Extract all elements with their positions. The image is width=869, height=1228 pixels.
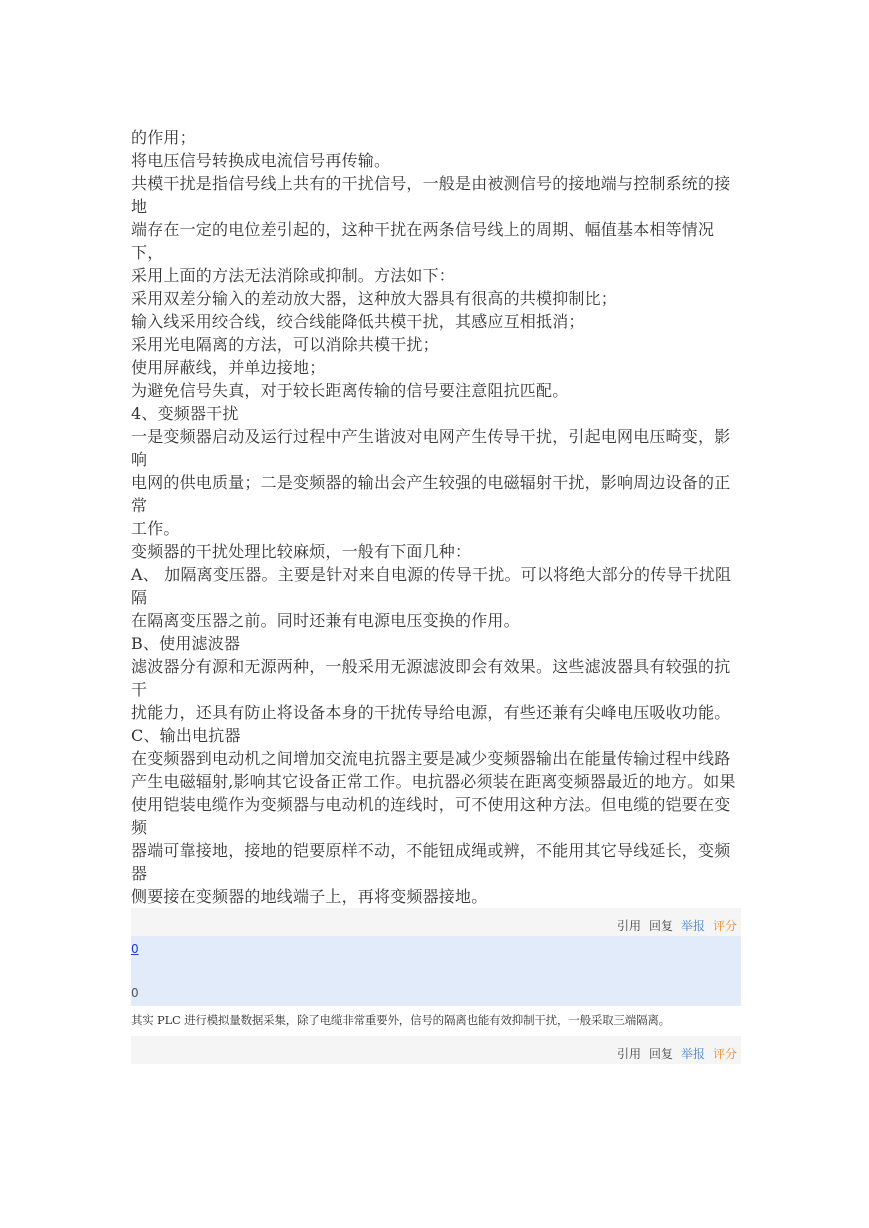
article-line: 在变频器到电动机之间增加交流电抗器主要是减少变频器输出在能量传输过程中线路 xyxy=(131,749,731,768)
article-line: 采用双差分输入的差动放大器，这种放大器具有很高的共模抑制比； xyxy=(131,289,618,308)
reply-button[interactable]: 回复 xyxy=(648,1047,673,1061)
article-line: 采用上面的方法无法消除或抑制。方法如下： xyxy=(131,266,456,285)
article-line: 工作。 xyxy=(131,519,180,538)
article-line: 滤波器分有源和无源两种，一般采用无源滤波即会有效果。这些滤波器具有较强的抗干 xyxy=(131,657,731,699)
quote-button[interactable]: 引用 xyxy=(616,1047,641,1061)
section-heading: 4、变频器干扰 xyxy=(131,404,239,423)
article-line: 将电压信号转换成电流信号再传输。 xyxy=(131,151,391,170)
post-actions-bar xyxy=(131,908,741,936)
quote-button[interactable]: 引用 xyxy=(616,919,641,933)
reply-post-header xyxy=(131,936,741,1006)
article-line: 端存在一定的电位差引起的，这种干扰在两条信号线上的周期、幅值基本相等情况下， xyxy=(131,220,715,262)
section-heading: C、输出电抗器 xyxy=(131,726,241,745)
article-line: 的作用； xyxy=(131,128,196,147)
article-line: 侧要接在变频器的地线端子上，再将变频器接地。 xyxy=(131,887,488,906)
article-line: 使用屏蔽线，并单边接地； xyxy=(131,358,326,377)
report-button[interactable]: 举报 xyxy=(680,1047,705,1061)
article-line: 变频器的干扰处理比较麻烦，一般有下面几种： xyxy=(131,542,472,561)
rate-button[interactable]: 评分 xyxy=(712,919,737,933)
article-line: 产生电磁辐射,影响其它设备正常工作。电抗器必须装在距离变频器最近的地方。如果 xyxy=(131,772,736,791)
post-content xyxy=(131,126,741,1064)
report-button[interactable]: 举报 xyxy=(680,919,705,933)
article-line: A、 加隔离变压器。主要是针对来自电源的传导干扰。可以将绝大部分的传导干扰阻隔 xyxy=(131,565,732,607)
article-line: 采用光电隔离的方法，可以消除共模干扰； xyxy=(131,335,439,354)
post-count: 0 xyxy=(131,986,139,1000)
post-actions-bar xyxy=(131,1036,741,1064)
article-line: 使用铠装电缆作为变频器与电动机的连线时，可不使用这种方法。但电缆的铠要在变频 xyxy=(131,795,731,837)
article-line: 扰能力，还具有防止将设备本身的干扰传导给电源，有些还兼有尖峰电压吸收功能。 xyxy=(131,703,731,722)
article-line: 共模干扰是指信号线上共有的干扰信号，一般是由被测信号的接地端与控制系统的接地 xyxy=(131,174,731,216)
article-body xyxy=(131,126,741,908)
article-line: 一是变频器启动及运行过程中产生谐波对电网产生传导干扰，引起电网电压畸变，影响 xyxy=(131,427,731,469)
reply-post-text: 其实 PLC 进行模拟量数据采集，除了电缆非常重要外，信号的隔离也能有效抑制干扰，一般采取三端隔离。 xyxy=(131,1013,670,1027)
article-line: 为避免信号失真，对于较长距离传输的信号要注意阻抗匹配。 xyxy=(131,381,569,400)
article-line: 输入线采用绞合线，绞合线能降低共模干扰，其感应互相抵消； xyxy=(131,312,585,331)
section-heading: B、使用滤波器 xyxy=(131,634,241,653)
rate-button[interactable]: 评分 xyxy=(712,1047,737,1061)
article-line: 器端可靠接地，接地的铠要原样不动，不能钮成绳或辨，不能用其它导线延长，变频器 xyxy=(131,841,731,883)
article-line: 在隔离变压器之前。同时还兼有电源电压变换的作用。 xyxy=(131,611,520,630)
article-line: 电网的供电质量；二是变频器的输出会产生较强的电磁辐射干扰，影响周边设备的正常 xyxy=(131,473,731,515)
reply-button[interactable]: 回复 xyxy=(648,919,673,933)
user-link[interactable]: 0 xyxy=(131,942,139,956)
